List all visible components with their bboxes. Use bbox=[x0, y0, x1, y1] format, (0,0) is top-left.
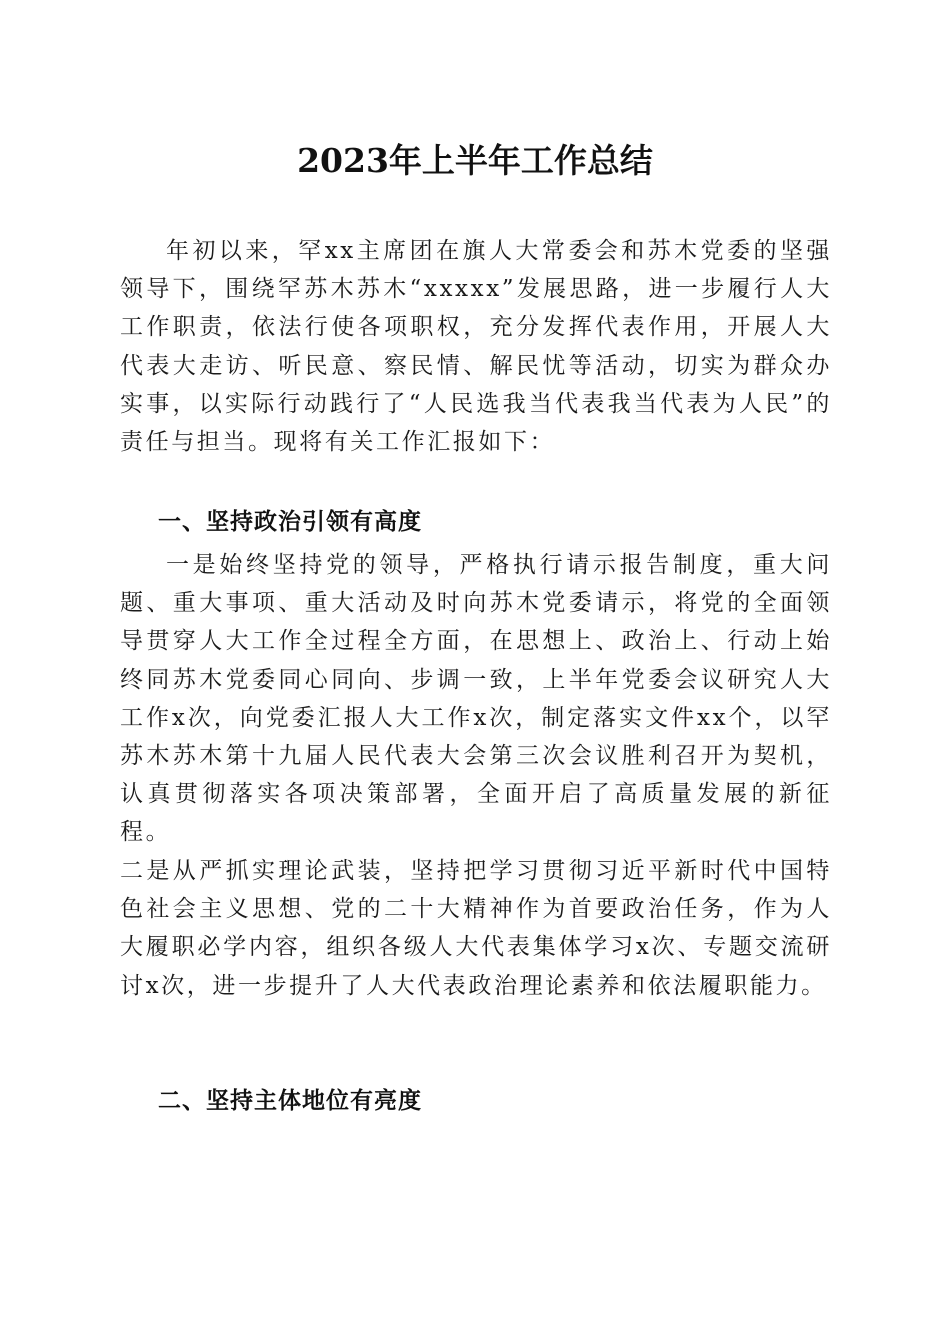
intro-paragraph: 年初以来，罕xx主席团在旗人大常委会和苏木党委的坚强领导下，围绕罕苏木苏木“xxxxx”发展思路，进一步履行人大工作职责，依法行使各项职权，充分发挥代表作用，开展人大代表大走访、听民意、察民情、解民忧等活动，切实为群众办实事，以实际行动践行了“人民选我当代表我当代表为人民”的责任与担当。现将有关工作汇报如下： bbox=[120, 238, 832, 456]
section-1-paragraph-2: 二是从严抓实理论武装，坚持把学习贯彻习近平新时代中国特色社会主义思想、党的二十大精神作为首要政治任务，作为人大履职必学内容，组织各级人大代表集体学习x次、专题交流研讨x次，进一步提升了人大代表政治理论素养和依法履职能力。 bbox=[120, 858, 832, 999]
section-1-paragraph-1: 一是始终坚持党的领导，严格执行请示报告制度，重大问题、重大事项、重大活动及时向苏木党委请示，将党的全面领导贯穿人大工作全过程全方面，在思想上、政治上、行动上始终同苏木党委同心同向、步调一致，上半年党委会议研究人大工作x次，向党委汇报人大工作x次，制定落实文件xx个，以罕苏木苏木第十九届人民代表大会第三次会议胜利召开为契机，认真贯彻落实各项决策部署，全面开启了高质量发展的新征程。 bbox=[120, 552, 832, 846]
section-heading-2: 二、坚持主体地位有亮度 bbox=[158, 1088, 422, 1114]
page-title: 2023年上半年工作总结 bbox=[297, 141, 653, 180]
section-heading-1: 一、坚持政治引领有高度 bbox=[158, 509, 422, 535]
